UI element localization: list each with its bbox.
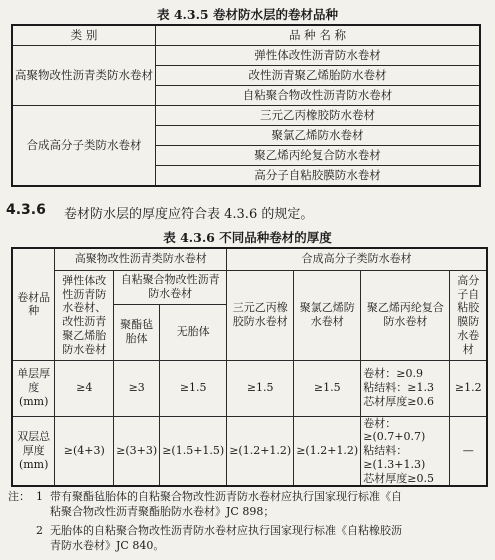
note-2-number: 2 xyxy=(36,524,43,537)
t2-single-b1: ≥3 xyxy=(114,360,160,416)
t1-group2-category: 合成高分子类防水卷材 xyxy=(12,106,156,187)
t2-double-b1: ≥(3+3) xyxy=(114,416,160,486)
t2-double-e-line: 芯材厚度≥0.5 xyxy=(363,471,434,485)
notes-label: 注： xyxy=(8,490,30,503)
membrane-types-table xyxy=(11,24,481,187)
t2-double-f: — xyxy=(450,416,487,486)
t2-double-b2: ≥(1.5+1.5) xyxy=(160,416,227,486)
t2-group1-title: 高聚物改性沥青类防水卷材 xyxy=(55,248,227,270)
t1-header-variety: 品 种 名 称 xyxy=(156,25,481,46)
t2-double-e-line: 卷材：≥(0.7+0.7) xyxy=(363,416,426,444)
t1-header-category: 类 别 xyxy=(12,25,156,46)
t1-group1-item: 弹性体改性沥青防水卷材 xyxy=(156,46,481,66)
t1-group2-item: 高分子自粘胶膜防水卷材 xyxy=(156,166,481,187)
note-1-line: 粘聚合物改性沥青聚酯胎防水卷材》JC 898； xyxy=(50,505,275,518)
note-2-line: 无胎体的自粘聚合物改性沥青防水卷材应执行国家现行标准《自粘橡胶沥 xyxy=(50,524,402,537)
table1-caption: 表 4.3.5 卷材防水层的卷材品种 xyxy=(156,7,338,22)
t2-row-header: 卷材品种 xyxy=(12,248,55,360)
thickness-table xyxy=(11,247,488,487)
t2-double-e-line: 粘结料：≥(1.3+1.3) xyxy=(363,444,426,471)
table2-caption: 表 4.3.6 不同品种卷材的厚度 xyxy=(163,230,332,245)
note-2-line: 青防水卷材》JC 840。 xyxy=(50,539,165,552)
t2-single-e-line: 芯材厚度≥0.6 xyxy=(363,394,434,408)
section-text: 卷材防水层的厚度应符合表 4.3.6 的规定。 xyxy=(64,207,314,222)
note-1-line: 带有聚酯毡胎体的自粘聚合物改性沥青防水卷材应执行国家现行标准《自 xyxy=(50,490,402,503)
t2-col-a: 弹性体改性沥青防水卷材、改性沥青聚乙烯胎防水卷材 xyxy=(55,270,114,360)
t1-group2-item: 聚氯乙烯防水卷材 xyxy=(156,126,481,146)
t2-double-d: ≥(1.2+1.2) xyxy=(294,416,361,486)
t1-group1-item: 改性沥青聚乙烯胎防水卷材 xyxy=(156,66,481,86)
t2-group2-title: 合成高分子类防水卷材 xyxy=(227,248,487,270)
t2-double-label: 双层总厚度(mm) xyxy=(12,416,55,486)
t1-group2-item: 三元乙丙橡胶防水卷材 xyxy=(156,106,481,126)
t2-single-d: ≥1.5 xyxy=(294,360,361,416)
section-number: 4.3.6 xyxy=(6,202,46,218)
t2-col-b2: 无胎体 xyxy=(160,304,227,360)
t2-double-a: ≥(4+3) xyxy=(55,416,114,486)
t1-group2-item: 聚乙烯丙纶复合防水卷材 xyxy=(156,146,481,166)
t2-single-e xyxy=(361,360,450,416)
t2-col-f: 高分子自粘胶膜防水卷材 xyxy=(450,270,487,360)
t2-double-e xyxy=(361,416,450,486)
t2-double-c: ≥(1.2+1.2) xyxy=(227,416,294,486)
t2-single-e-line: 卷材：≥0.9 xyxy=(363,367,423,381)
t2-col-b-group: 自粘聚合物改性沥青防水卷材 xyxy=(114,270,227,304)
t2-single-label: 单层厚度(mm) xyxy=(12,360,55,416)
t2-col-d: 聚氯乙烯防水卷材 xyxy=(294,270,361,360)
t2-single-b2: ≥1.5 xyxy=(160,360,227,416)
t2-single-c: ≥1.5 xyxy=(227,360,294,416)
t2-single-e-line: 粘结料：≥1.3 xyxy=(363,381,434,395)
t1-group1-category: 高聚物改性沥青类防水卷材 xyxy=(12,46,156,106)
t1-group1-item: 自粘聚合物改性沥青防水卷材 xyxy=(156,86,481,106)
t2-col-c: 三元乙丙橡胶防水卷材 xyxy=(227,270,294,360)
t2-col-b1: 聚酯毡胎体 xyxy=(114,304,160,360)
t2-col-e: 聚乙烯丙纶复合防水卷材 xyxy=(361,270,450,360)
t2-single-a: ≥4 xyxy=(55,360,114,416)
t2-single-f: ≥1.2 xyxy=(450,360,487,416)
note-1-number: 1 xyxy=(36,490,43,503)
